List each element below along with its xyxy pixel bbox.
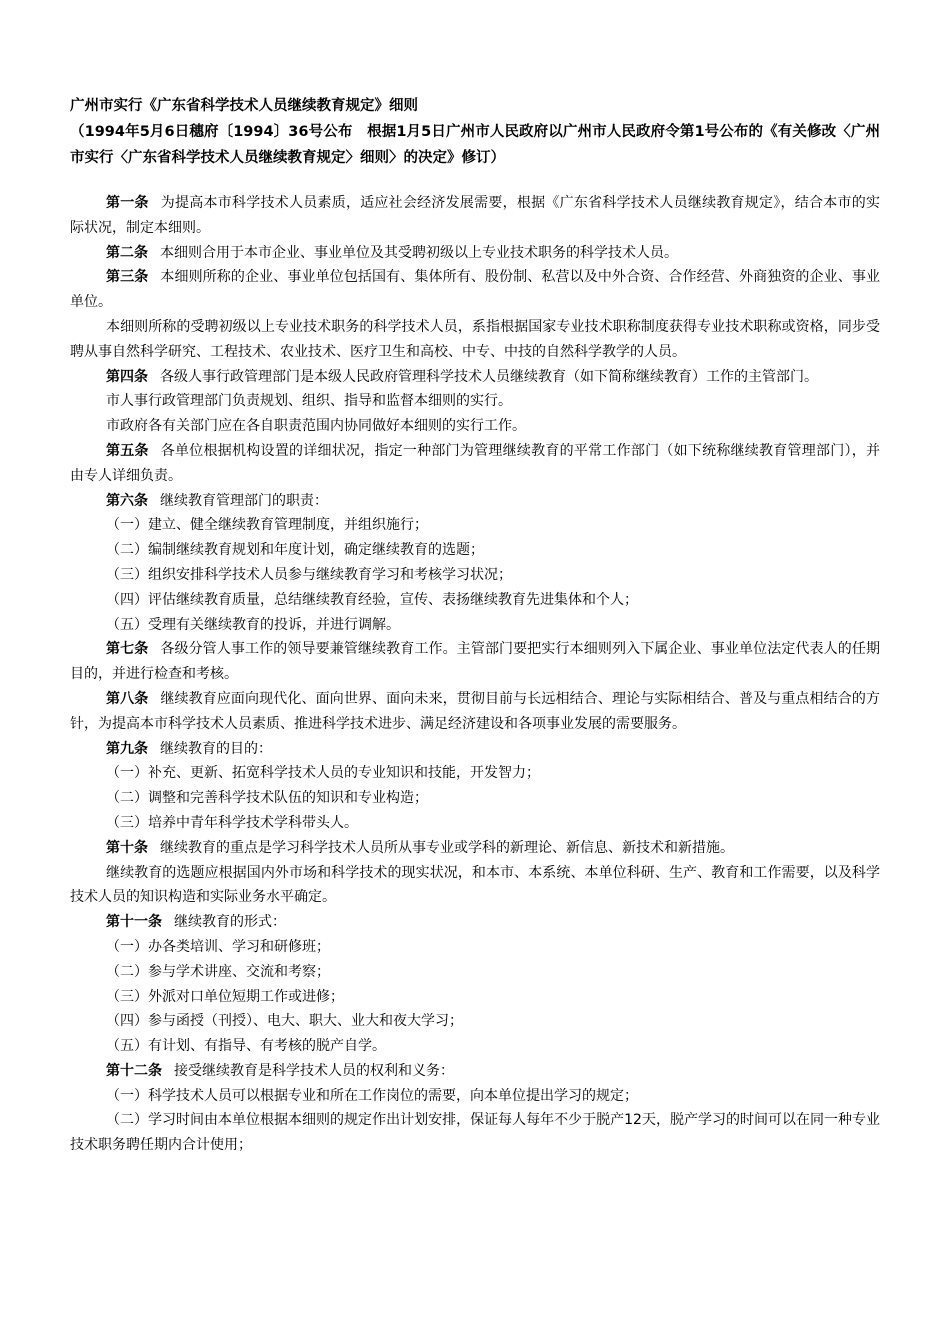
paragraph-text: （二）参与学术讲座、交流和考察；	[106, 963, 330, 980]
paragraph-text: （一）科学技术人员可以根据专业和所在工作岗位的需要，向本单位提出学习的规定；	[106, 1087, 638, 1104]
paragraph	[70, 588, 880, 613]
paragraph-text: （一）建立、健全继续教育管理制度，并组织施行；	[106, 517, 428, 534]
paragraph-text: 继续教育的选题应根据国内外市场和科学技术的现实状况，和本市、本系统、本单位科研、生产、教育和工作需要，以及科学技术人员的知识构造和实际业务水平确定。	[70, 864, 880, 906]
paragraph	[70, 985, 880, 1010]
paragraph	[70, 1009, 880, 1034]
paragraph	[70, 241, 880, 266]
paragraph-text: （三）外派对口单位短期工作或进修；	[106, 988, 344, 1005]
paragraph-text: 本细则所称的企业、事业单位包括国有、集体所有、股份制、私营以及中外合资、合作经营、外商独资的企业、事业单位。	[70, 269, 881, 311]
paragraph	[70, 687, 880, 737]
paragraph-text: 本细则合用于本市企业、事业单位及其受聘初级以上专业技术职务的科学技术人员。	[160, 244, 678, 261]
paragraph-text: 继续教育的形式：	[174, 914, 286, 931]
paragraph	[70, 811, 880, 836]
paragraph	[70, 836, 880, 861]
paragraph	[70, 637, 880, 687]
article-heading: 第六条	[106, 492, 148, 509]
paragraph	[70, 1108, 880, 1158]
paragraph	[70, 439, 880, 489]
paragraph-text: 各单位根据机构设置的详细状况，指定一种部门为管理继续教育的平常工作部门（如下统称继续教育管理部门），并由专人详细负责。	[70, 442, 881, 484]
article-heading: 第四条	[106, 368, 148, 385]
paragraph	[70, 265, 880, 315]
paragraph-text: 继续教育应面向现代化、面向世界、面向未来，贯彻目前与长远相结合、理论与实际相结合、普及与重点相结合的方针，为提高本市科学技术人员素质、推进科学技术进步、满足经济建设和各项事业发展的需要服务。	[70, 690, 881, 732]
paragraph	[70, 315, 880, 365]
paragraph-text: （三）培养中青年科学技术学科带头人。	[106, 814, 358, 831]
article-heading: 第五条	[106, 442, 149, 459]
article-heading: 第二条	[106, 244, 148, 261]
paragraph-text: 继续教育管理部门的职责：	[160, 492, 328, 509]
paragraph	[70, 960, 880, 985]
paragraph-text: （三）组织安排科学技术人员参与继续教育学习和考核学习状况；	[106, 566, 512, 583]
paragraph-text: 市人事行政管理部门负责规划、组织、指导和监督本细则的实行。	[106, 393, 512, 410]
article-heading: 第十条	[106, 839, 148, 856]
paragraph-text: （一）办各类培训、学习和研修班；	[106, 938, 330, 955]
paragraph-text: 各级人事行政管理部门是本级人民政府管理科学技术人员继续教育（如下简称继续教育）工作的主管部门。	[160, 368, 818, 385]
document-page	[70, 94, 880, 1158]
paragraph	[70, 191, 880, 241]
paragraph-text: 继续教育的目的：	[160, 740, 272, 757]
paragraph-text: （四）参与函授（刊授）、电大、职大、业大和夜大学习；	[106, 1013, 463, 1030]
paragraph-text: 继续教育的重点是学习科学技术人员所从事专业或学科的新理论、新信息、新技术和新措施。	[160, 839, 734, 856]
paragraph-text: 市政府各有关部门应在各自职责范围内协同做好本细则的实行工作。	[106, 418, 526, 435]
article-heading: 第十二条	[106, 1062, 162, 1079]
article-heading: 第十一条	[106, 914, 162, 931]
paragraph-text: （四）评估继续教育质量，总结继续教育经验，宣传、表扬继续教育先进集体和个人；	[106, 591, 638, 608]
paragraph	[70, 761, 880, 786]
paragraph	[70, 365, 880, 390]
paragraph	[70, 389, 880, 414]
paragraph	[70, 414, 880, 439]
document-title: 广州市实行《广东省科学技术人员继续教育规定》细则	[70, 98, 418, 114]
paragraph	[70, 513, 880, 538]
paragraph	[70, 861, 880, 911]
paragraph-text: （五）受理有关继续教育的投诉，并进行调解。	[106, 616, 400, 633]
paragraph-text: （二）学习时间由本单位根据本细则的规定作出计划安排，保证每人每年不少于脱产12天，脱产学习的时间可以在同一种专业技术职务聘任期内合计使用；	[70, 1112, 880, 1154]
paragraph-text: （五）有计划、有指导、有考核的脱产自学。	[106, 1038, 386, 1055]
paragraph-text: 接受继续教育是科学技术人员的权利和义务：	[174, 1062, 454, 1079]
paragraph	[70, 489, 880, 514]
paragraph	[70, 1059, 880, 1084]
document-subtitle: （1994年5月6日穗府〔1994〕36号公布 根据1月5日广州市人民政府以广州市人民政府令第1号公布的《有关修改〈广州市实行〈广东省科学技术人员继续教育规定〉细则〉的决定》修订）	[70, 124, 880, 166]
paragraph-text: 本细则所称的受聘初级以上专业技术职务的科学技术人员，系指根据国家专业技术职称制度获得专业技术职称或资格，同步受聘从事自然科学研究、工程技术、农业技术、医疗卫生和高校、中专、中技的自然科学教学的人员。	[70, 318, 880, 360]
document-body	[70, 191, 880, 1158]
paragraph	[70, 1084, 880, 1109]
article-heading: 第一条	[106, 195, 149, 211]
paragraph-text: 各级分管人事工作的领导要兼管继续教育工作。主管部门要把实行本细则列入下属企业、事业单位法定代表人的任期目的，并进行检查和考核。	[70, 641, 881, 683]
article-heading: 第三条	[106, 269, 149, 286]
paragraph	[70, 737, 880, 762]
paragraph	[70, 910, 880, 935]
paragraph-text: （二）编制继续教育规划和年度计划，确定继续教育的选题；	[106, 542, 484, 559]
article-heading: 第八条	[106, 690, 149, 707]
article-heading: 第九条	[106, 740, 148, 757]
paragraph	[70, 935, 880, 960]
paragraph-text: （一）补充、更新、拓宽科学技术人员的专业知识和技能，开发智力；	[106, 765, 540, 782]
paragraph	[70, 1034, 880, 1059]
paragraph	[70, 613, 880, 638]
paragraph	[70, 786, 880, 811]
paragraph-text: （二）调整和完善科学技术队伍的知识和专业构造；	[106, 790, 428, 807]
paragraph	[70, 538, 880, 563]
article-heading: 第七条	[106, 641, 149, 658]
paragraph-text: 为提高本市科学技术人员素质，适应社会经济发展需要，根据《广东省科学技术人员继续教育规定》，结合本市的实际状况，制定本细则。	[70, 195, 881, 236]
paragraph	[70, 563, 880, 588]
